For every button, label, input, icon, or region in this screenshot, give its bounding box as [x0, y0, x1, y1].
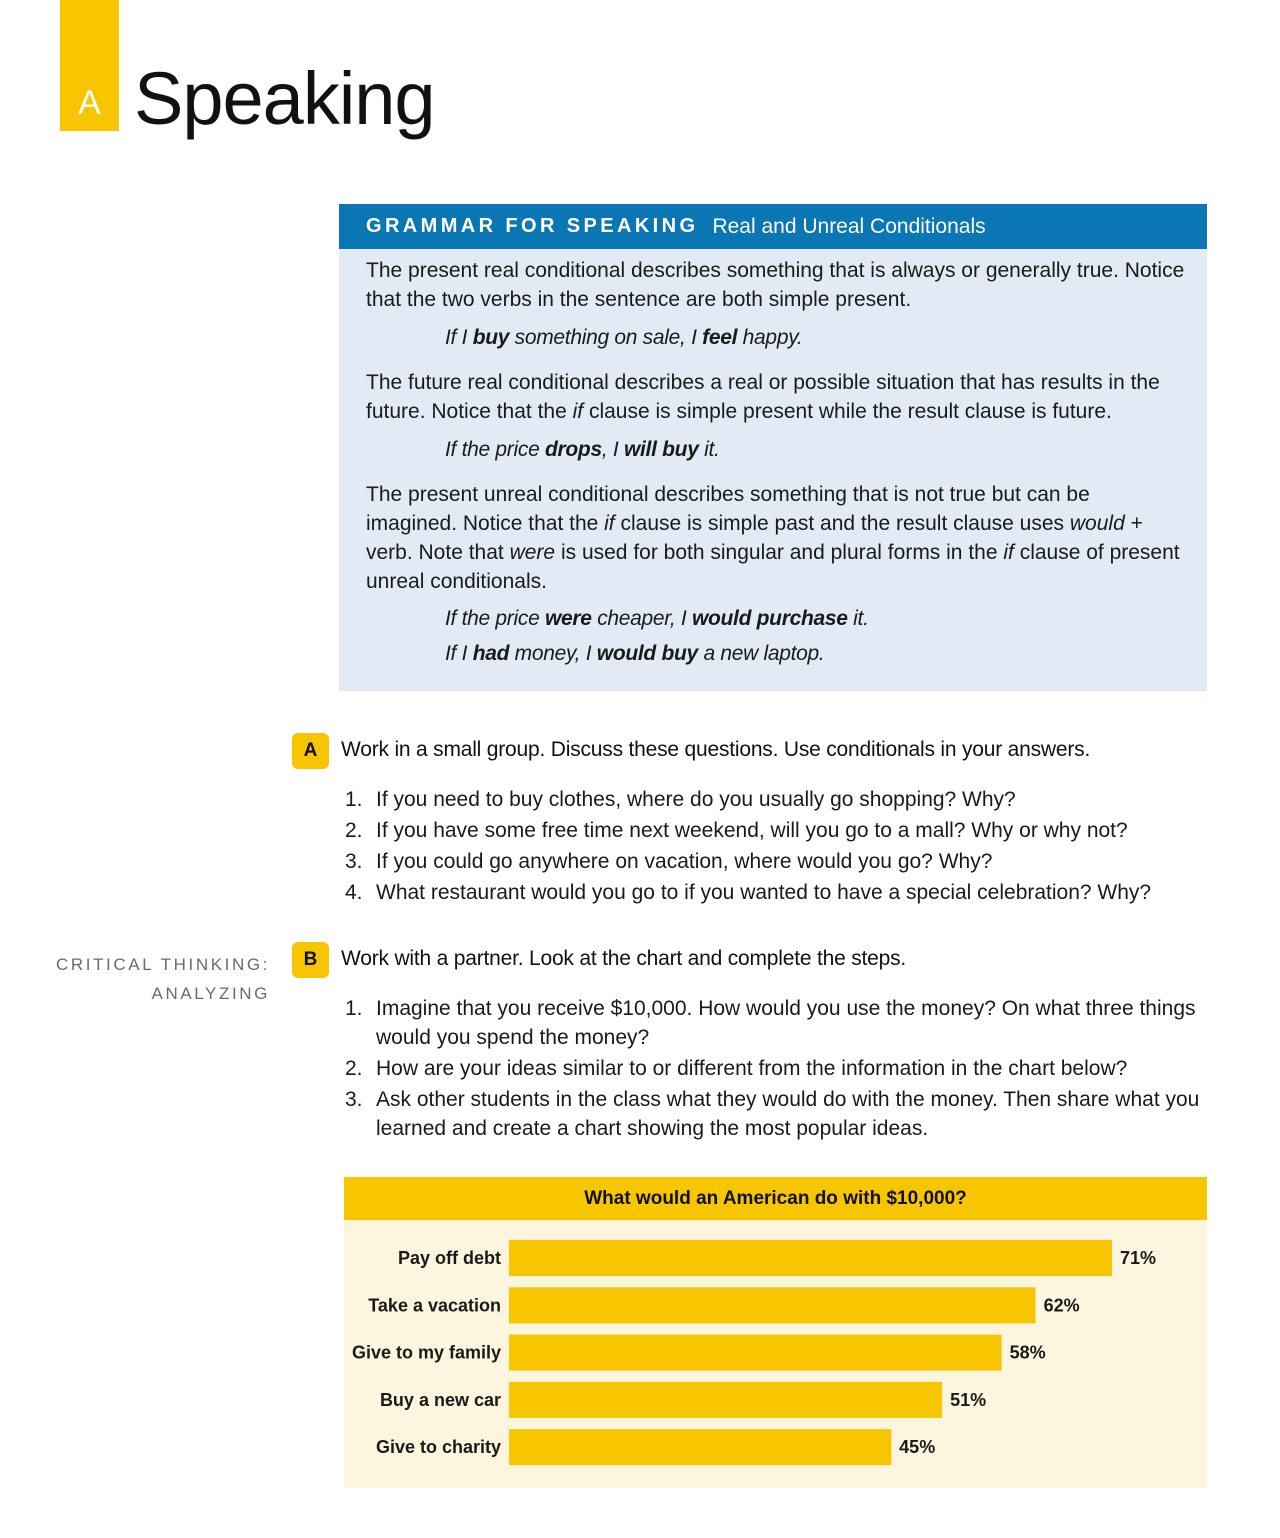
value-label: 51%	[950, 1389, 987, 1410]
chart-title: What would an American do with $10,000?	[344, 1177, 1207, 1220]
bar	[509, 1287, 1036, 1323]
grammar-kicker: GRAMMAR FOR SPEAKING	[366, 215, 699, 237]
category-label: Give to my family	[351, 1342, 501, 1363]
activity-a-title: Work in a small group. Discuss these questions. Use conditionals in your answers.	[341, 738, 1091, 761]
grammar-paragraph-1: The present real conditional describes something that is always or generally true. Notice that the two verbs in the sentence are both simple present.	[366, 259, 1185, 311]
page-title: Speaking	[134, 57, 435, 140]
activity-b-title: Work with a partner. Look at the chart and complete the steps.	[341, 947, 907, 970]
bar	[509, 1382, 942, 1418]
chart	[344, 1177, 1207, 1488]
activity-a-questions	[345, 785, 1205, 907]
value-label: 45%	[899, 1437, 936, 1458]
category-label: Buy a new car	[379, 1389, 501, 1410]
grammar-example-2: If the price drops, I will buy it.	[445, 438, 720, 461]
grammar-paragraph-2: The future real conditional describes a real or possible situation that has results in the future. Notice that the if clause is simple present while the result clause is future.	[366, 371, 1160, 423]
chart-area	[344, 1220, 1207, 1488]
critical-thinking-label: CRITICAL THINKING: ANALYZING	[56, 955, 270, 1003]
category-label: Pay off debt	[397, 1248, 501, 1268]
category-label: Take a vacation	[368, 1295, 501, 1316]
bar	[509, 1335, 1002, 1371]
grammar-example-1: If I buy something on sale, I feel happy.	[445, 326, 803, 349]
grammar-topic: Real and Unreal Conditionals	[712, 214, 986, 238]
list-item: 2. If you have some free time next weekend, will you go to a mall? Why or why not?	[345, 819, 1128, 842]
grammar-header	[339, 204, 1207, 249]
category-label: Give to charity	[375, 1437, 501, 1458]
grammar-box	[339, 204, 1207, 691]
bar	[509, 1240, 1112, 1276]
grammar-example-4: If I had money, I would buy a new laptop.	[445, 642, 825, 665]
activity-b-badge: B	[292, 942, 329, 978]
grammar-example-3: If the price were cheaper, I would purchase it.	[445, 607, 869, 630]
list-item: 4. What restaurant would you go to if you wanted to have a special celebration? Why?	[345, 881, 1152, 904]
grammar-paragraph-3: The present unreal conditional describes something that is not true but can be imagined. Notice that the if clause is simple past and the result clause uses would + verb. Note that were is used for both singular and plural forms in the if clause of present unreal conditionals.	[366, 483, 1180, 593]
activity-b-steps	[345, 994, 1205, 1143]
value-label: 71%	[1120, 1248, 1157, 1268]
value-label: 58%	[1009, 1342, 1046, 1363]
bar-chart-svg	[344, 1220, 1207, 1488]
list-item: 2. How are your ideas similar to or different from the information in the chart below?	[345, 1057, 1128, 1080]
list-item: 1. Imagine that you receive $10,000. How would you use the money? On what three things would you spend the money?	[345, 997, 1196, 1049]
list-item: 1. If you need to buy clothes, where do you usually go shopping? Why?	[345, 788, 1016, 811]
bar	[509, 1429, 891, 1465]
value-label: 62%	[1043, 1295, 1080, 1316]
section-letter: A	[78, 84, 101, 122]
list-item: 3. Ask other students in the class what they would do with the money. Then share what you learned and create a chart showing the most popular ideas.	[345, 1088, 1200, 1140]
list-item: 3. If you could go anywhere on vacation, where would you go? Why?	[345, 850, 993, 873]
activity-a-badge: A	[292, 733, 329, 769]
